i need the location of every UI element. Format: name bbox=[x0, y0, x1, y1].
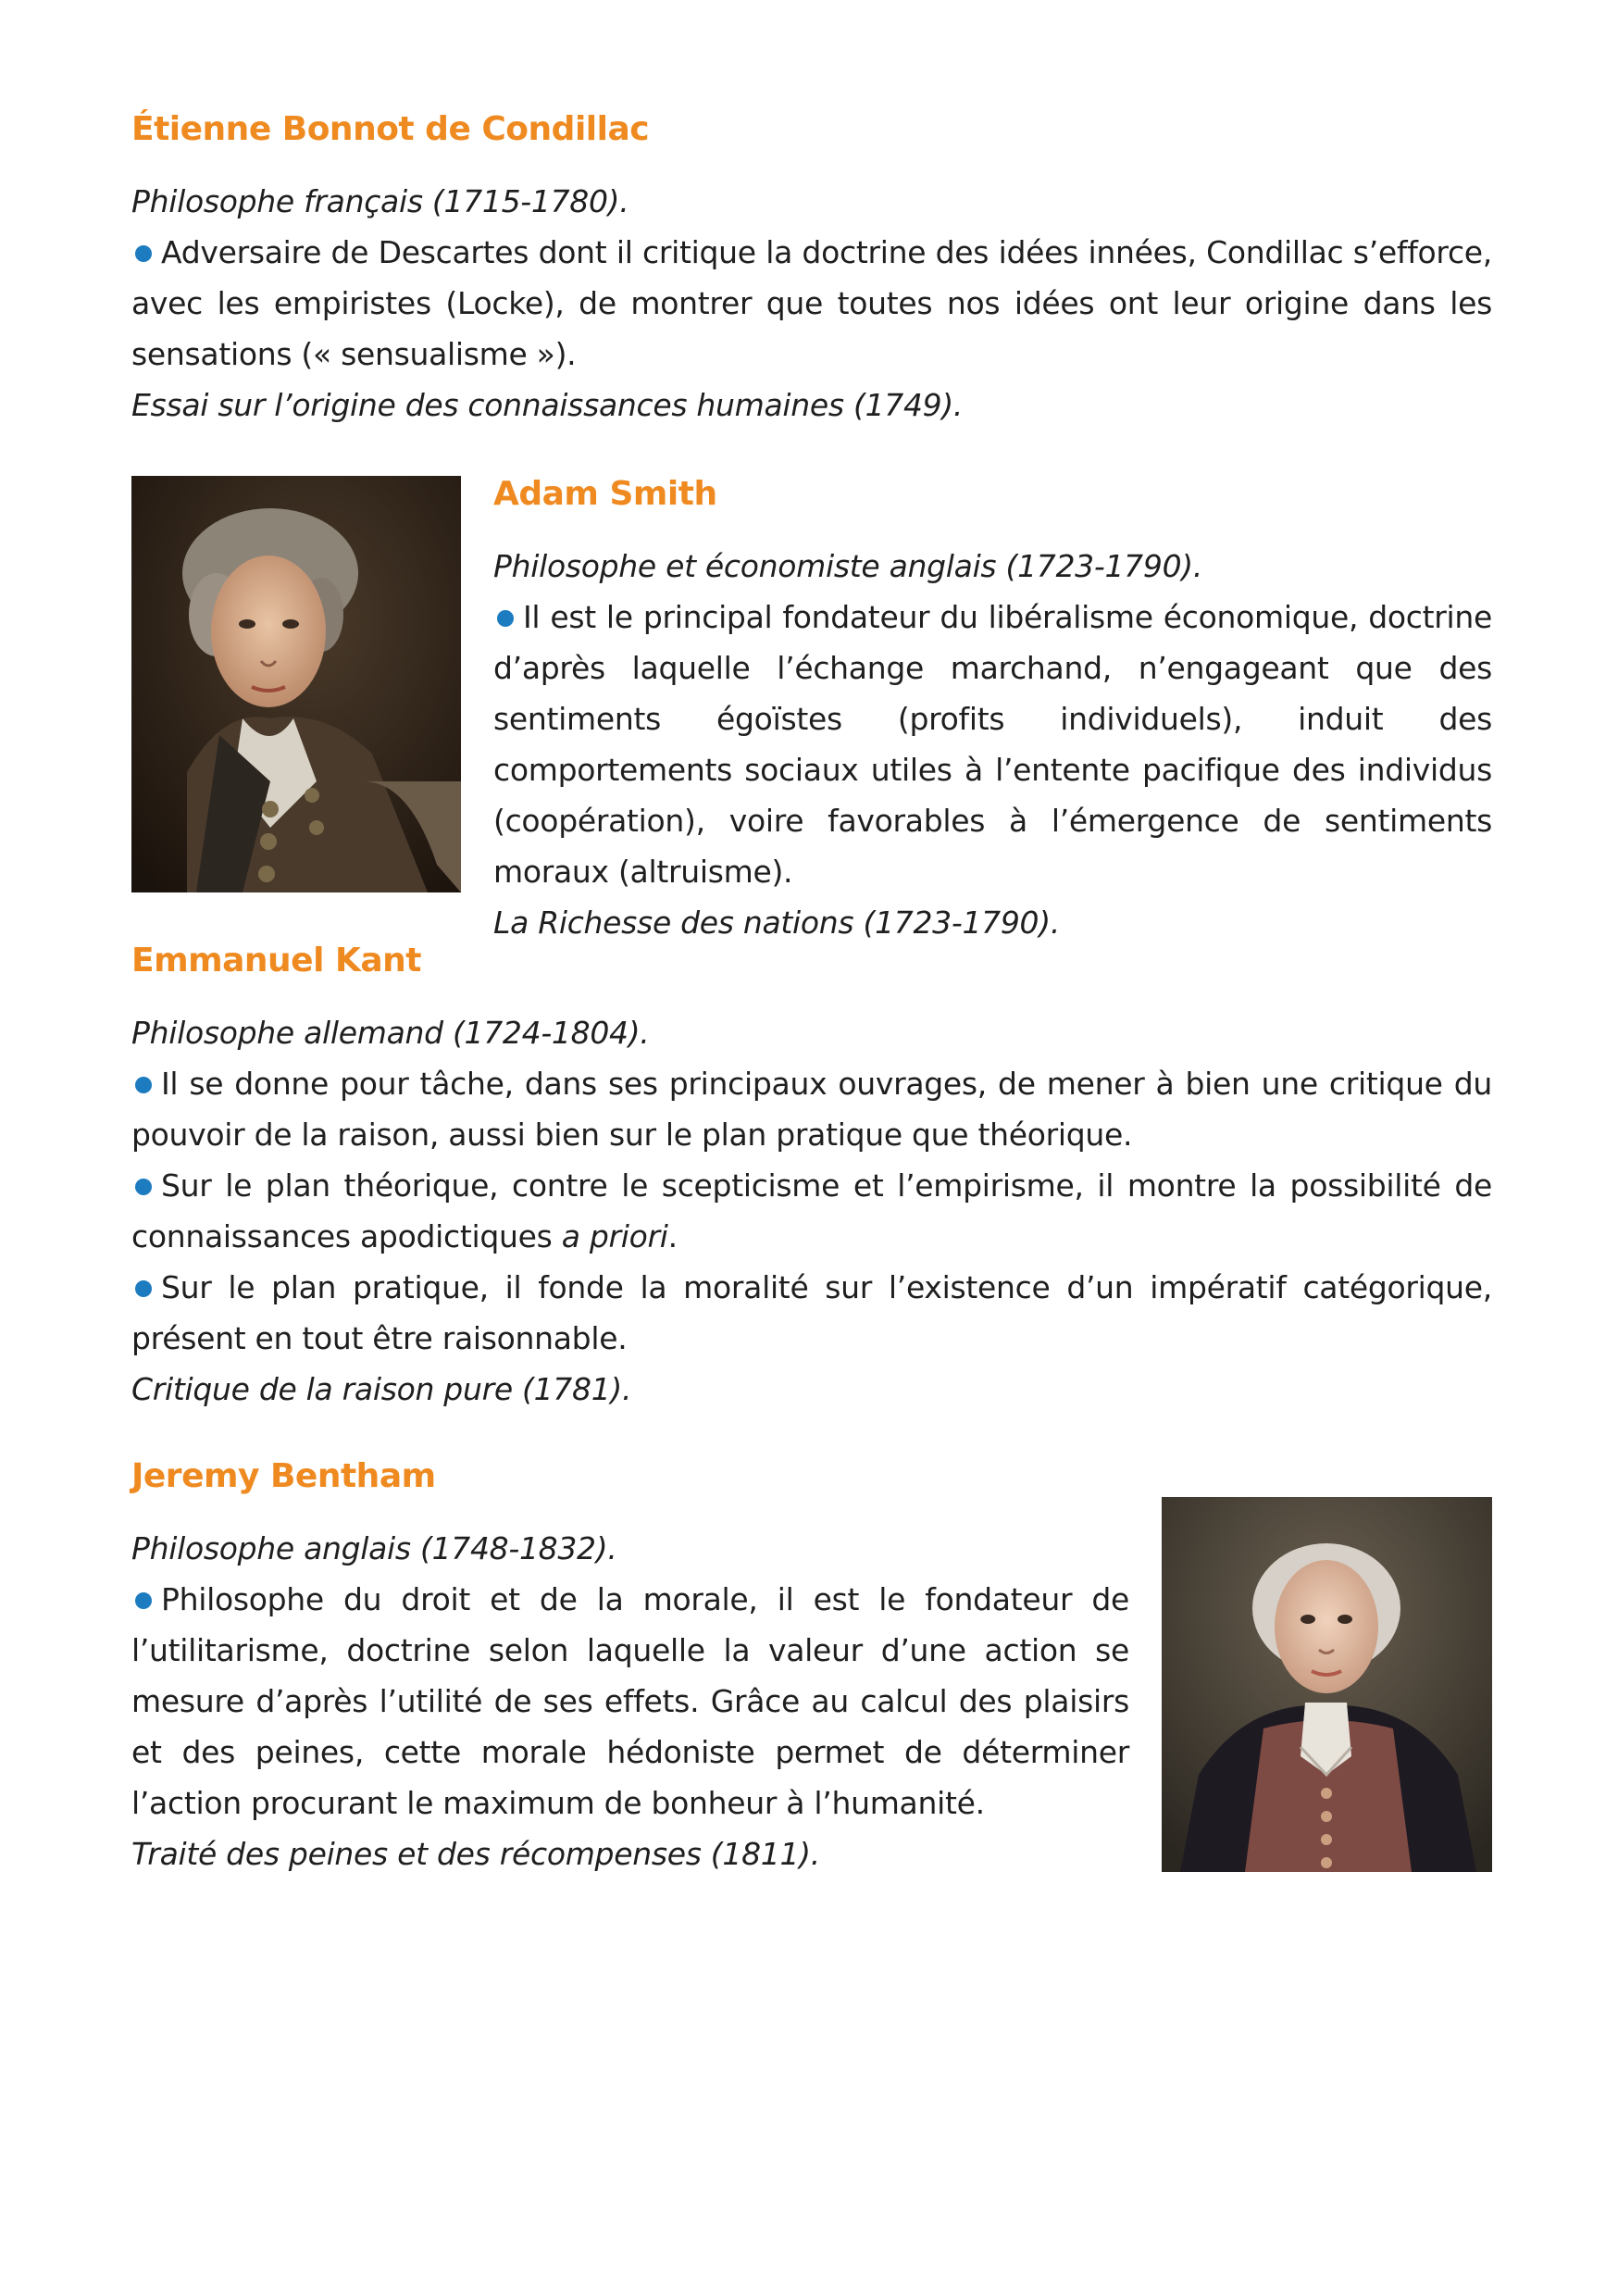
philosopher-dates: Philosophe français (1715-1780). bbox=[131, 183, 629, 219]
bullet-text: Sur le plan théorique, contre le scepticisme et l’empirisme, il montre la possibilité de connaissances apodictiques bbox=[131, 1167, 1492, 1254]
entry-kant bbox=[131, 941, 1492, 1415]
bullet-icon bbox=[135, 1280, 152, 1297]
philosopher-dates: Philosophe anglais (1748-1832). bbox=[131, 1530, 617, 1566]
bullet-paragraph bbox=[131, 1262, 1492, 1364]
major-work: Essai sur l’origine des connaissances humaines (1749). bbox=[131, 387, 964, 423]
bullet-icon bbox=[135, 1179, 152, 1195]
portrait-image-kant bbox=[131, 476, 461, 892]
portrait-image-bentham bbox=[1162, 1497, 1492, 1872]
bullet-icon bbox=[135, 1592, 152, 1609]
philosopher-name: Adam Smith bbox=[493, 475, 717, 513]
bullet-paragraph bbox=[131, 227, 1492, 380]
philosopher-dates: Philosophe et économiste anglais (1723-1790). bbox=[493, 548, 1203, 584]
bullet-paragraph bbox=[131, 1574, 1129, 1828]
bullet-text: Adversaire de Descartes dont il critique la doctrine des idées innées, Condillac s’efforce, avec les empiristes (Locke), de montrer que toutes nos idées ont leur origine dans les sensations (« sensualisme »). bbox=[131, 234, 1492, 372]
bullet-paragraph bbox=[493, 592, 1492, 897]
bullet-text: Sur le plan pratique, il fonde la moralité sur l’existence d’un impératif catégorique, présent en tout être raisonnable. bbox=[131, 1269, 1492, 1356]
bullet-paragraph: Sur le plan théorique, contre le scepticisme et l’empirisme, il montre la possibilité de connaissances apodictiques a priori. bbox=[131, 1167, 1492, 1254]
major-work: Critique de la raison pure (1781). bbox=[131, 1371, 632, 1407]
major-work: Traité des peines et des récompenses (1811). bbox=[131, 1836, 820, 1872]
bullet-icon bbox=[135, 1077, 152, 1093]
major-work: La Richesse des nations (1723-1790). bbox=[493, 905, 1061, 941]
philosopher-name: Emmanuel Kant bbox=[131, 942, 421, 980]
entry-condillac bbox=[131, 109, 1492, 430]
bullet-text: Il se donne pour tâche, dans ses principaux ouvrages, de mener à bien une critique du pouvoir de la raison, aussi bien sur le plan pratique que théorique. bbox=[131, 1066, 1492, 1153]
bullet-icon bbox=[497, 610, 514, 627]
bullet-text: Il est le principal fondateur du libéralisme économique, doctrine d’après laquelle l’échange marchand, n’engageant que des sentiments égoïstes (profits individuels), induit des comportements sociaux utiles à l’entente pacifique des individus (coopération), voire favorables à l’émergence de sentiments moraux (altruisme). bbox=[493, 599, 1492, 890]
bullet-paragraph bbox=[131, 1058, 1492, 1160]
bullet-text: Philosophe du droit et de la morale, il est le fondateur de l’utilitarisme, doctrine selon laquelle la valeur d’une action se mesure d’après l’utilité de ses effets. Grâce au calcul des plaisirs et des peines, cette morale hédoniste permet de déterminer l’action procurant le maximum de bonheur à l’humanité. bbox=[131, 1581, 1129, 1821]
philosopher-name: Jeremy Bentham bbox=[131, 1457, 436, 1495]
bullet-icon bbox=[135, 245, 152, 262]
entry-adam-smith bbox=[493, 474, 1492, 948]
philosopher-dates: Philosophe allemand (1724-1804). bbox=[131, 1015, 650, 1051]
italic-term: a priori bbox=[561, 1218, 668, 1254]
entry-bentham bbox=[131, 1456, 1129, 1879]
philosopher-name: Étienne Bonnot de Condillac bbox=[131, 110, 650, 148]
